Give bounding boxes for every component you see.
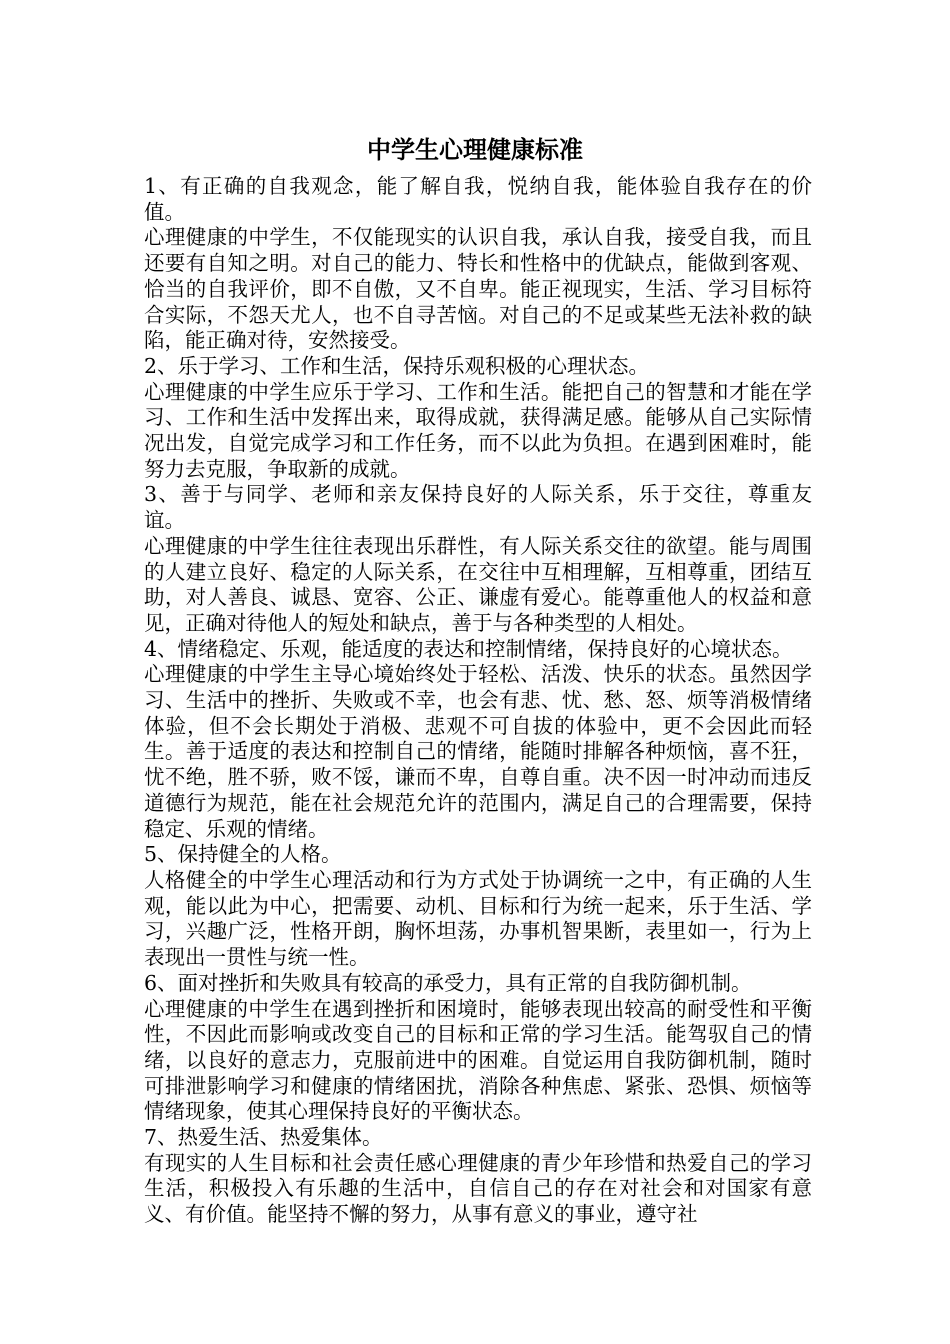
item-heading-5: 5、保持健全的人格。 <box>144 842 342 867</box>
item-heading-4: 4、情绪稳定、乐观，能适度的表达和控制情绪，保持良好的心境状态。 <box>144 636 793 661</box>
item-paragraph-7: 有现实的人生目标和社会责任感心理健康的青少年珍惜和热爱自己的学习生活，积极投入有乐趣的生活中，自信自己的存在对社会和对国家有意义、有价值。能坚持不懈的努力，从事有意义的事业，遵守社 <box>144 1150 812 1227</box>
item-heading-6: 6、面对挫折和失败具有较高的承受力，具有正常的自我防御机制。 <box>144 970 752 995</box>
item-paragraph-1: 心理健康的中学生，不仅能现实的认识自我，承认自我，接受自我，而且还要有自知之明。对自己的能力、特长和性格中的优缺点，能做到客观、恰当的自我评价，即不自傲，又不自卑。能正视现实，生活、学习目标符合实际，不怨天尤人，也不自寻苦恼。对自己的不足或某些无法补救的缺陷，能正确对待，安然接受。 <box>144 225 812 353</box>
item-heading-1: 1、有正确的自我观念，能了解自我，悦纳自我，能体验自我存在的价值。 <box>144 174 812 224</box>
item-heading-7: 7、热爱生活、热爱集体。 <box>144 1125 383 1150</box>
item-heading-3: 3、善于与同学、老师和亲友保持良好的人际关系，乐于交往，尊重友谊。 <box>144 482 812 533</box>
item-paragraph-5: 人格健全的中学生心理活动和行为方式处于协调统一之中，有正确的人生观，能以此为中心，把需要、动机、目标和行为统一起来，乐于生活、学习，兴趣广泛，性格开朗，胸怀坦荡，办事机智果断，表里如一，行为上表现出一贯性与统一性。 <box>144 867 812 970</box>
document-body <box>144 174 812 1228</box>
item-paragraph-4: 心理健康的中学生主导心境始终处于轻松、活泼、快乐的状态。虽然因学习、生活中的挫折、失败或不幸，也会有悲、忧、愁、怒、烦等消极情绪体验，但不会长期处于消极、悲观不可自拔的体验中，更不会因此而轻生。善于适度的表达和控制自己的情绪，能随时排解各种烦恼，喜不狂，忧不绝，胜不骄，败不馁，谦而不卑，自尊自重。决不因一时冲动而违反道德行为规范，能在社会规范允许的范围内，满足自己的合理需要，保持稳定、乐观的情绪。 <box>144 662 812 841</box>
item-paragraph-6: 心理健康的中学生在遇到挫折和困境时，能够表现出较高的耐受性和平衡性，不因此而影响或改变自己的目标和正常的学习生活。能驾驭自己的情绪，以良好的意志力，克服前进中的困难。自觉运用自我防御机制，随时可排泄影响学习和健康的情绪困扰，消除各种焦虑、紧张、恐惧、烦恼等情绪现象，使其心理保持良好的平衡状态。 <box>144 996 812 1124</box>
document-title: 中学生心理健康标准 <box>367 136 583 164</box>
item-heading-2: 2、乐于学习、工作和生活，保持乐观积极的心理状态。 <box>144 353 650 378</box>
item-paragraph-3: 心理健康的中学生往往表现出乐群性，有人际关系交往的欲望。能与周围的人建立良好、稳定的人际关系，在交往中互相理解，互相尊重，团结互助，对人善良、诚恳、宽容、公正、谦虚有爱心。能尊重他人的权益和意见，正确对待他人的短处和缺点，善于与各种类型的人相处。 <box>144 533 812 635</box>
item-paragraph-2: 心理健康的中学生应乐于学习、工作和生活。能把自己的智慧和才能在学习、工作和生活中发挥出来，取得成就，获得满足感。能够从自己实际情况出发，自觉完成学习和工作任务，而不以此为负担。在遇到困难时，能努力去克服，争取新的成就。 <box>144 379 812 481</box>
